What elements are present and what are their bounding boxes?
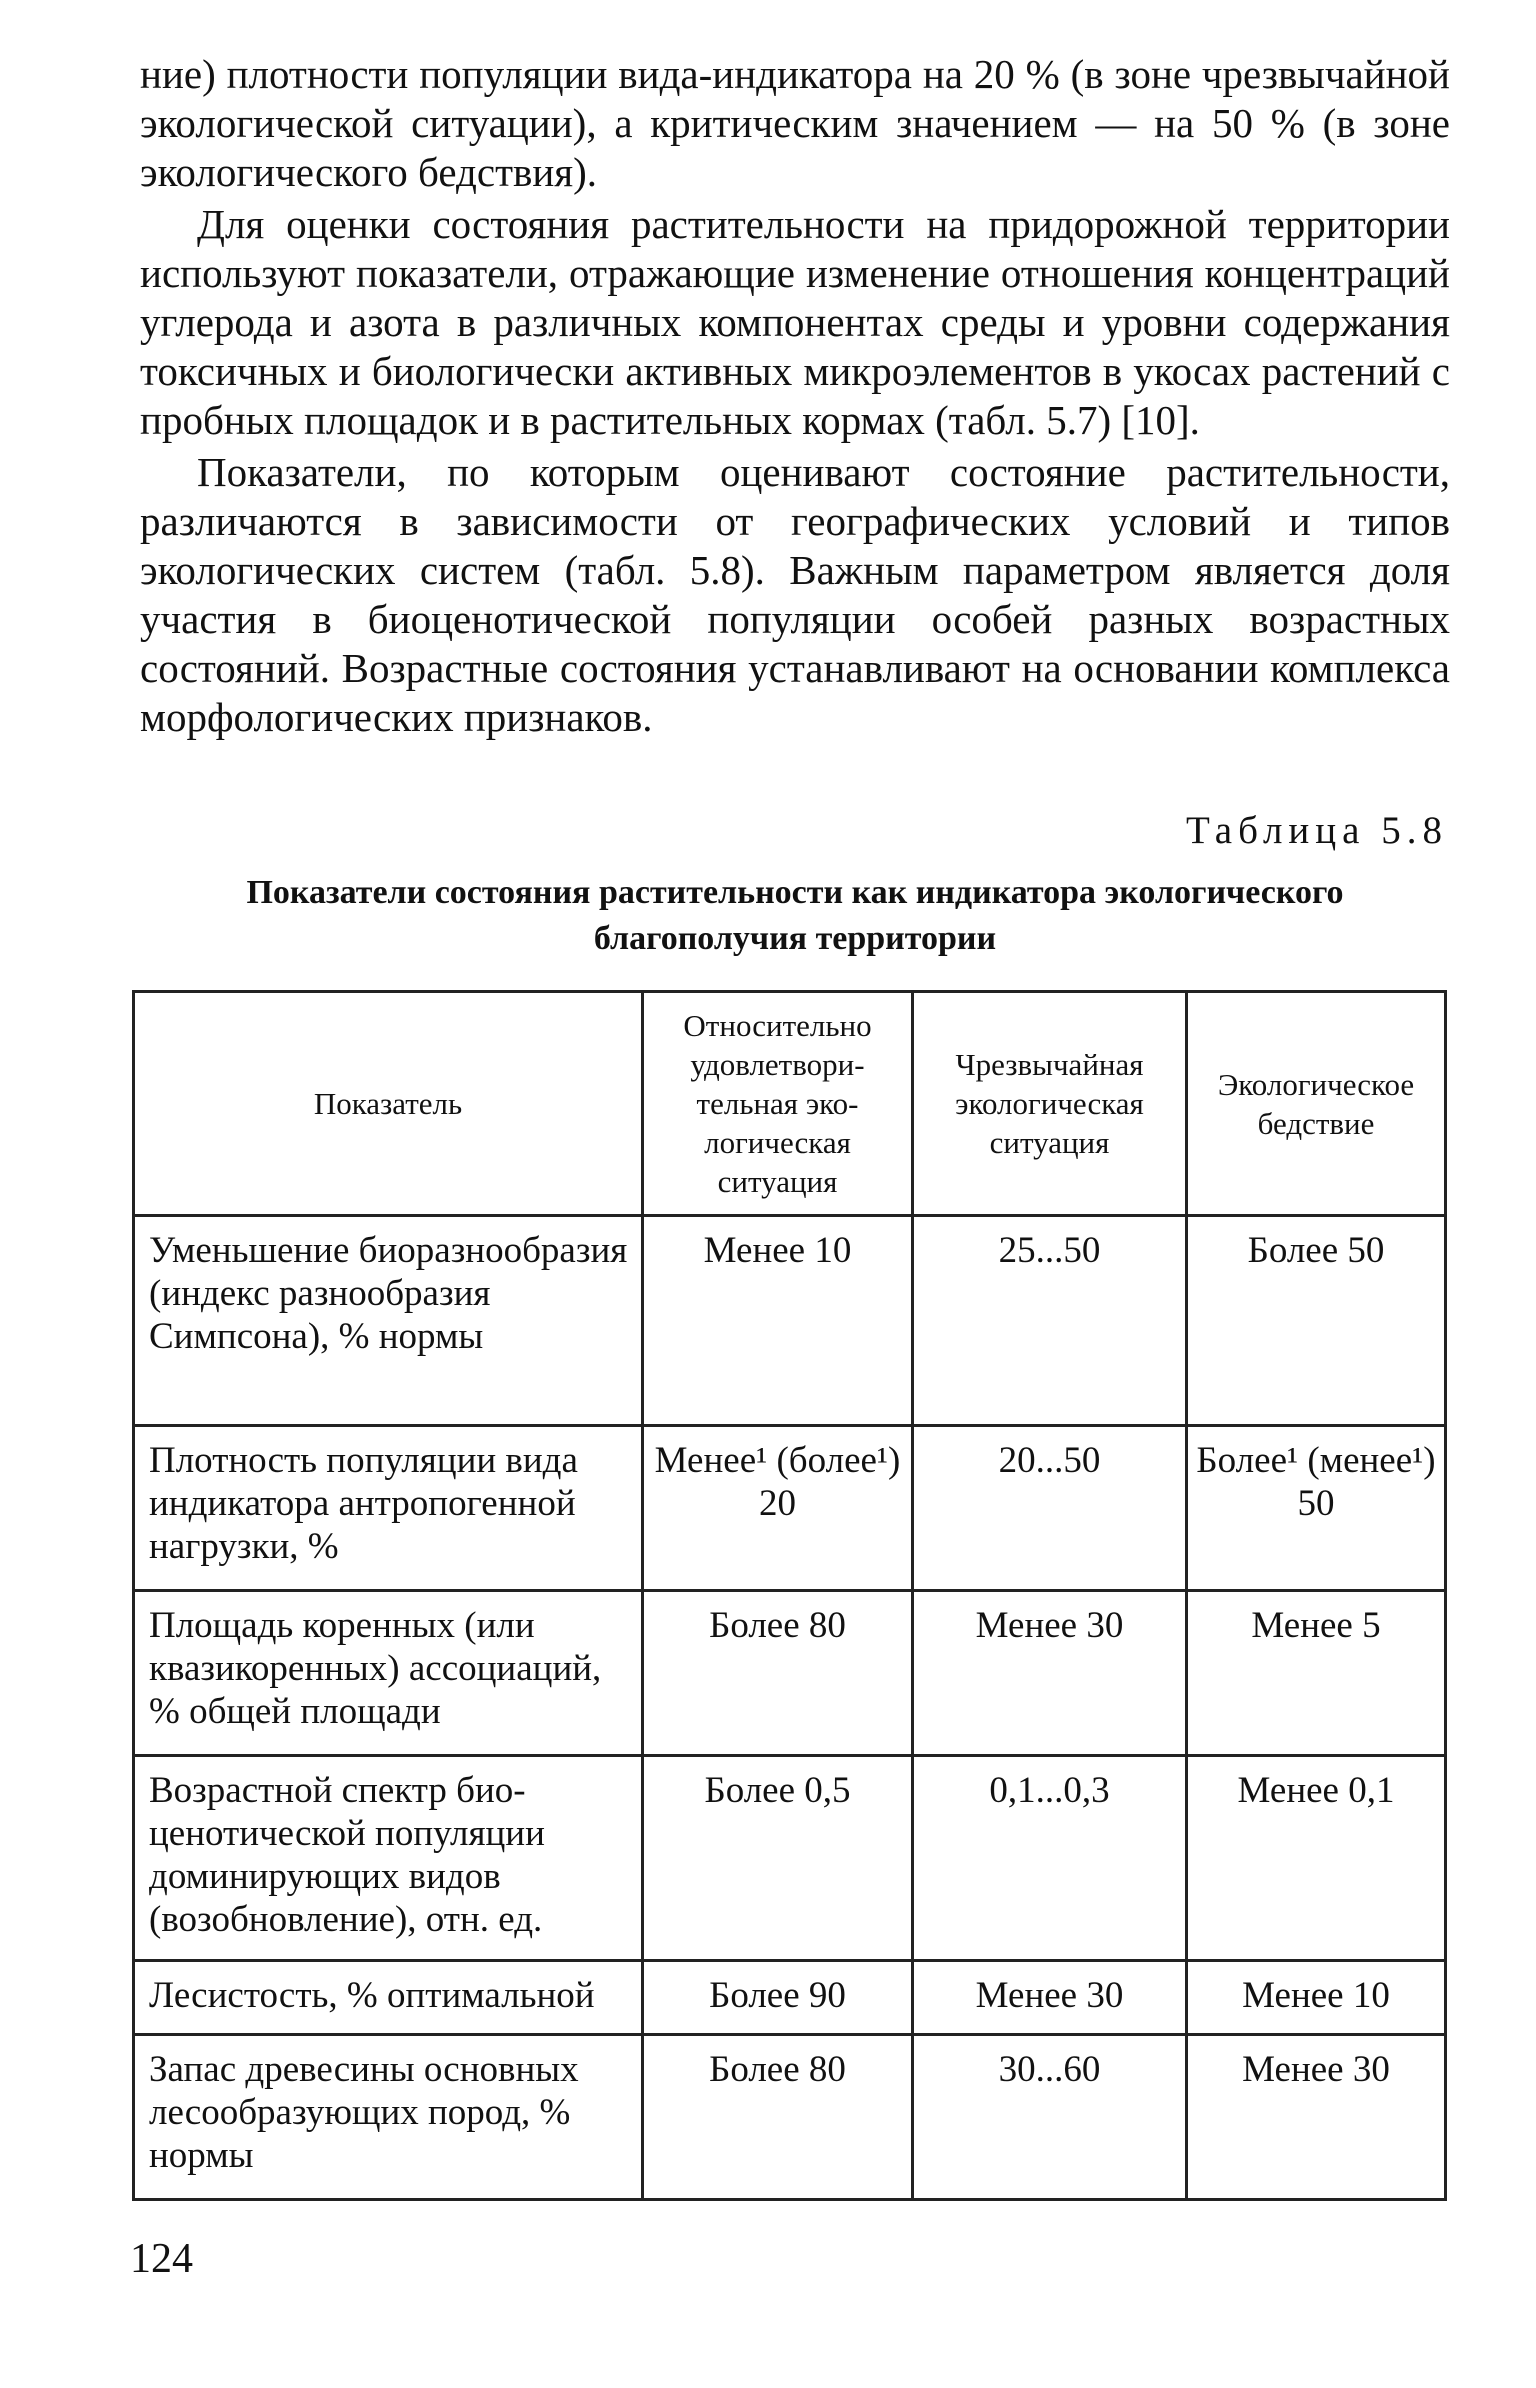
table-row xyxy=(134,1426,1446,1591)
row-disaster: Более 50 xyxy=(1187,1216,1446,1426)
table-title: Показатели состояния растительности как индикатора экологического благополучия территории xyxy=(246,874,1344,957)
table-header-row xyxy=(134,992,1446,1216)
table-row xyxy=(134,1961,1446,2035)
row-disaster: Менее 5 xyxy=(1187,1591,1446,1756)
row-emergency: 30...60 xyxy=(913,2035,1187,2200)
row-disaster: Менее 10 xyxy=(1187,1961,1446,2035)
row-indicator: Уменьшение биоразнообразия (индекс разнообразия Симпсона), % нормы xyxy=(134,1216,643,1426)
header-emergency: Чрезвычайная экологическая ситуация xyxy=(913,992,1187,1216)
paragraph-vegetation-assessment: Для оценки состояния растительности на придорожной территории используют показатели, отражающие изменение отношения концентраций углерода и азота в различных компонентах среды и уровни содержания токсичных и биологически активных микроэлементов в укосах растений с пробных площадок и в растительных кормах (табл. 5.7) [10]. xyxy=(140,201,1450,443)
row-indicator: Площадь коренных (или квазикоренных) ассоциаций, % общей площади xyxy=(134,1591,643,1756)
row-emergency: Менее 30 xyxy=(913,1591,1187,1756)
row-disaster: Менее 0,1 xyxy=(1187,1756,1446,1961)
row-emergency: 20...50 xyxy=(913,1426,1187,1591)
row-emergency: 25...50 xyxy=(913,1216,1187,1426)
paragraph-continuation: ние) плотности популяции вида-индикатора на 20 % (в зоне чрезвычайной экологической ситуации), а критическим значением — на 50 % (в зоне экологического бедствия). xyxy=(140,51,1450,195)
row-satisfactory: Более 80 xyxy=(643,1591,913,1756)
row-emergency: Менее 30 xyxy=(913,1961,1187,2035)
row-satisfactory: Более 0,5 xyxy=(643,1756,913,1961)
indicator-table xyxy=(132,990,1447,2201)
row-satisfactory: Более 90 xyxy=(643,1961,913,2035)
header-satisfactory: Относительно удовлетворительная экологическая ситуация xyxy=(643,992,913,1216)
row-disaster: Менее 30 xyxy=(1187,2035,1446,2200)
row-indicator: Запас древесины основных лесообразующих пород, % нормы xyxy=(134,2035,643,2200)
body-text xyxy=(140,50,1450,742)
row-emergency: 0,1...0,3 xyxy=(913,1756,1187,1961)
row-indicator: Возрастной спектр биоценотической популяции доминирующих видов (возобновление), отн. ед. xyxy=(134,1756,643,1961)
row-satisfactory: Более 80 xyxy=(643,2035,913,2200)
row-indicator: Плотность популяции вида индикатора антропогенной нагрузки, % xyxy=(134,1426,643,1591)
table-row xyxy=(134,1756,1446,1961)
page-number: 124 xyxy=(130,2236,193,2282)
paragraph-indicators: Показатели, по которым оценивают состояние растительности, различаются в зависимости от географических условий и типов экологических систем (табл. 5.8). Важным параметром является доля участия в биоценотической популяции особей разных возрастных состояний. Возрастные состояния устанавливают на основании комплекса морфологических признаков. xyxy=(140,449,1450,740)
header-indicator: Показатель xyxy=(134,992,643,1216)
row-indicator: Лесистость, % оптимальной xyxy=(134,1961,643,2035)
row-satisfactory: Менее 10 xyxy=(643,1216,913,1426)
table-row xyxy=(134,2035,1446,2200)
header-disaster: Экологическое бедствие xyxy=(1187,992,1446,1216)
table-row xyxy=(134,1216,1446,1426)
table-row xyxy=(134,1591,1446,1756)
table-label: Таблица 5.8 xyxy=(1185,809,1448,852)
row-satisfactory: Менее¹ (более¹) 20 xyxy=(643,1426,913,1591)
row-disaster: Более¹ (менее¹) 50 xyxy=(1187,1426,1446,1591)
